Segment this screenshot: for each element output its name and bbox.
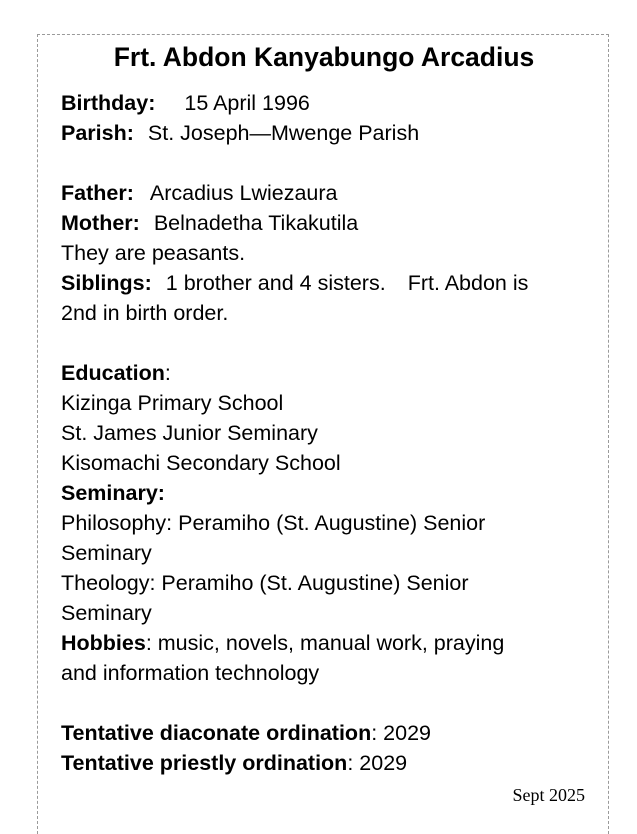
hobbies-row (61, 628, 609, 658)
hobbies-label: Hobbies (61, 631, 146, 655)
education-heading (61, 358, 609, 388)
birthday-row (61, 88, 609, 118)
mother-row (61, 208, 609, 238)
parish-row (61, 118, 609, 148)
philosophy-line-continued: Seminary (61, 541, 152, 565)
birthday-label: Birthday: (61, 91, 156, 115)
diaconate-label: Tentative diaconate ordination (61, 721, 372, 745)
father-row (61, 178, 609, 208)
school-item: St. James Junior Seminary (61, 421, 318, 445)
page-title: Frt. Abdon Kanyabungo Arcadius (113, 42, 535, 72)
school-item: Kisomachi Secondary School (61, 451, 341, 475)
education-colon: : (164, 361, 171, 385)
mother-label: Mother: (61, 211, 140, 235)
siblings-note-continued: 2nd in birth order. (61, 301, 229, 325)
parish-label: Parish: (61, 121, 134, 145)
philosophy-line: Philosophy: Peramiho (St. Augustine) Senior (61, 511, 486, 535)
siblings-note: Frt. Abdon is (407, 271, 529, 295)
spacer (61, 328, 609, 358)
siblings-value: 1 brother and 4 sisters. (165, 271, 386, 295)
profile-card (37, 34, 609, 834)
hobbies-value-continued: and information technology (61, 661, 320, 685)
hobbies-value: : music, novels, manual work, praying (145, 631, 505, 655)
father-value: Arcadius Lwiezaura (149, 181, 338, 205)
spacer (61, 148, 609, 178)
diaconate-row (61, 718, 609, 748)
date-stamp: Sept 2025 (512, 785, 585, 805)
parents-note: They are peasants. (61, 241, 246, 265)
theology-line-continued: Seminary (61, 601, 152, 625)
siblings-label: Siblings: (61, 271, 152, 295)
theology-line: Theology: Peramiho (St. Augustine) Senior (61, 571, 469, 595)
siblings-row (61, 268, 609, 298)
school-item: Kizinga Primary School (61, 391, 284, 415)
priestly-row (61, 748, 609, 778)
seminary-label: Seminary: (61, 481, 165, 505)
seminary-heading (61, 478, 609, 508)
parish-value: St. Joseph—Mwenge Parish (147, 121, 420, 145)
birthday-value: 15 April 1996 (184, 91, 310, 115)
spacer (61, 688, 609, 718)
priestly-label: Tentative priestly ordination (61, 751, 348, 775)
priestly-value: : 2029 (347, 751, 408, 775)
diaconate-value: : 2029 (371, 721, 431, 745)
education-label: Education (61, 361, 165, 385)
mother-value: Belnadetha Tikakutila (153, 211, 359, 235)
profile-content (61, 88, 609, 778)
father-label: Father: (61, 181, 134, 205)
